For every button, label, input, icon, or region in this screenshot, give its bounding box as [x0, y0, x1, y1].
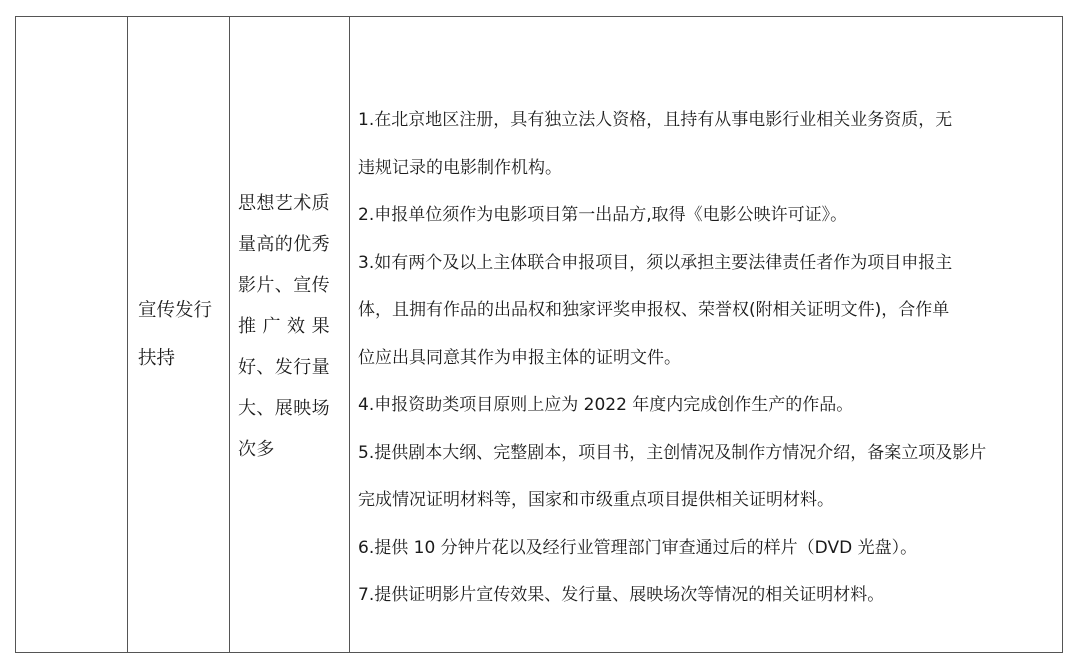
category-line: 扶持 — [138, 347, 176, 369]
requirement-line: 6.提供 10 分钟片花以及经行业管理部门审查通过后的样片（DVD 光盘）。 — [358, 537, 918, 558]
requirement-line: 位应出具同意其作为申报主体的证明文件。 — [358, 347, 681, 368]
category-line: 宣传发行 — [138, 299, 213, 321]
requirements-table — [15, 16, 1063, 653]
category-cell — [128, 17, 230, 652]
standard-line: 量高的优秀 — [238, 234, 330, 255]
standard-line: 推 广 效 果 — [238, 316, 330, 337]
standard-line: 思想艺术质 — [238, 193, 330, 214]
requirement-line: 体，且拥有作品的出品权和独家评奖申报权、荣誉权(附相关证明文件)，合作单 — [358, 300, 950, 320]
standard-line: 次多 — [238, 439, 275, 460]
requirement-line: 4.申报资助类项目原则上应为 2022 年度内完成创作生产的作品。 — [358, 395, 854, 415]
requirement-line: 完成情况证明材料等，国家和市级重点项目提供相关证明材料。 — [358, 490, 834, 510]
requirement-line: 1.在北京地区注册，具有独立法人资格，且持有从事电影行业相关业务资质，无 — [358, 110, 953, 130]
standard-line: 大、展映场 — [238, 398, 330, 419]
requirement-line: 5.提供剧本大纲、完整剧本，项目书，主创情况及制作方情况介绍，备案立项及影片 — [358, 442, 987, 463]
requirements-cell — [350, 17, 1062, 652]
requirement-line: 违规记录的电影制作机构。 — [358, 157, 562, 178]
requirement-line: 7.提供证明影片宣传效果、发行量、展映场次等情况的相关证明材料。 — [358, 585, 885, 605]
standard-line: 好、发行量 — [238, 357, 330, 378]
standard-cell — [231, 17, 349, 652]
standard-line: 影片、宣传 — [238, 275, 330, 296]
requirement-line: 2.申报单位须作为电影项目第一出品方,取得《电影公映许可证》。 — [358, 205, 848, 225]
requirement-line: 3.如有两个及以上主体联合申报项目，须以承担主要法律责任者作为项目申报主 — [358, 252, 953, 273]
